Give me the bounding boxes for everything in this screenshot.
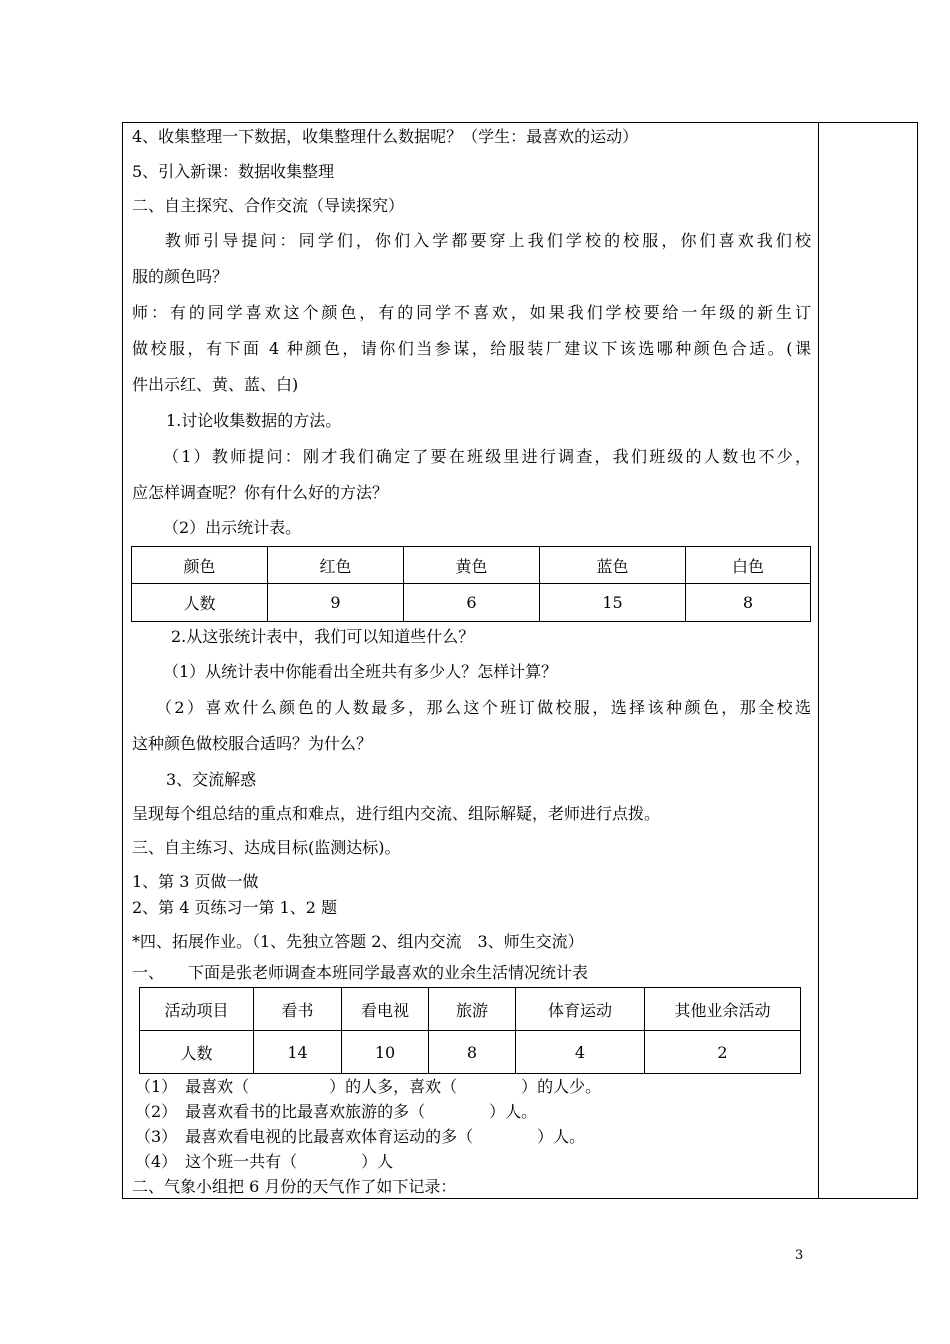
activity-stats-table — [139, 987, 801, 1074]
section-heading: *四、拓展作业。（1、先独立答题 2、组内交流 3、师生交流） — [132, 932, 584, 951]
table-cell: 人数 — [140, 1031, 254, 1074]
text-line: 师：有的同学喜欢这个颜色，有的同学不喜欢，如果我们学校要给一年级的新生订 — [132, 303, 811, 322]
table-cell: 活动项目 — [140, 988, 254, 1031]
text-line: （1）从统计表中你能看出全班共有多少人？怎样计算？ — [163, 662, 558, 681]
page-number: 3 — [795, 1248, 804, 1263]
text-line: 一、 下面是张老师调查本班同学最喜欢的业余生活情况统计表 — [132, 963, 589, 982]
table-cell: 2 — [645, 1031, 801, 1074]
table-cell: 8 — [429, 1031, 516, 1074]
text-line: 做校服，有下面 4 种颜色，请你们当参谋，给服装厂建议下该选哪种颜色合适。(课 — [132, 339, 811, 358]
text-line: 1、第 3 页做一做 — [132, 872, 259, 891]
text-line: 2.从这张统计表中，我们可以知道些什么？ — [171, 627, 475, 646]
table-cell: 旅游 — [429, 988, 516, 1031]
text-line: 应怎样调查呢？你有什么好的方法？ — [132, 483, 389, 502]
table-cell: 白色 — [686, 547, 811, 584]
question-line: （2） 最喜欢看书的比最喜欢旅游的多（ ）人。 — [135, 1102, 538, 1121]
text-line: （2）喜欢什么颜色的人数最多，那么这个班订做校服，选择该种颜色，那全校选 — [156, 698, 811, 717]
notes-column-divider — [818, 122, 819, 1199]
text-line: 教师引导提问：同学们，你们入学都要穿上我们学校的校服，你们喜欢我们校 — [165, 231, 811, 250]
text-line: 4、收集整理一下数据，收集整理什么数据呢？（学生：最喜欢的运动） — [132, 127, 639, 146]
text-line: 1.讨论收集数据的方法。 — [166, 411, 342, 430]
table-cell: 看书 — [254, 988, 342, 1031]
section-heading: 二、自主探究、合作交流（导读探究） — [132, 196, 405, 215]
table-cell: 10 — [342, 1031, 429, 1074]
table-cell: 6 — [404, 584, 540, 622]
section-heading: 三、自主练习、达成目标(监测达标)。 — [132, 838, 401, 857]
text-line: 3、交流解惑 — [166, 770, 257, 789]
table-cell: 红色 — [268, 547, 404, 584]
text-line: 2、第 4 页练习一第 1、2 题 — [132, 898, 338, 917]
text-line: 这种颜色做校服合适吗？为什么？ — [132, 734, 373, 753]
table-cell: 体育运动 — [516, 988, 645, 1031]
question-line: （4） 这个班一共有（ ）人 — [135, 1152, 394, 1171]
table-cell: 14 — [254, 1031, 342, 1074]
text-line: （1）教师提问：刚才我们确定了要在班级里进行调查，我们班级的人数也不少， — [163, 447, 811, 466]
question-line: （3） 最喜欢看电视的比最喜欢体育运动的多（ ）人。 — [135, 1127, 586, 1146]
color-stats-table — [131, 546, 811, 622]
table-cell: 其他业余活动 — [645, 988, 801, 1031]
question-line: （1） 最喜欢（ ）的人多，喜欢（ ）的人少。 — [135, 1077, 602, 1096]
table-cell: 颜色 — [132, 547, 268, 584]
text-line: 5、引入新课：数据收集整理 — [132, 162, 335, 181]
text-line: （2）出示统计表。 — [163, 518, 302, 537]
table-cell: 9 — [268, 584, 404, 622]
table-cell: 15 — [540, 584, 686, 622]
table-cell: 人数 — [132, 584, 268, 622]
section-heading: 二、气象小组把 6 月份的天气作了如下记录： — [132, 1177, 457, 1196]
table-cell: 8 — [686, 584, 811, 622]
text-line: 呈现每个组总结的重点和难点，进行组内交流、组际解疑，老师进行点拨。 — [132, 804, 661, 823]
table-cell: 蓝色 — [540, 547, 686, 584]
text-line: 件出示红、黄、蓝、白) — [132, 375, 299, 394]
table-cell: 4 — [516, 1031, 645, 1074]
table-cell: 黄色 — [404, 547, 540, 584]
text-line: 服的颜色吗？ — [132, 267, 229, 286]
table-cell: 看电视 — [342, 988, 429, 1031]
